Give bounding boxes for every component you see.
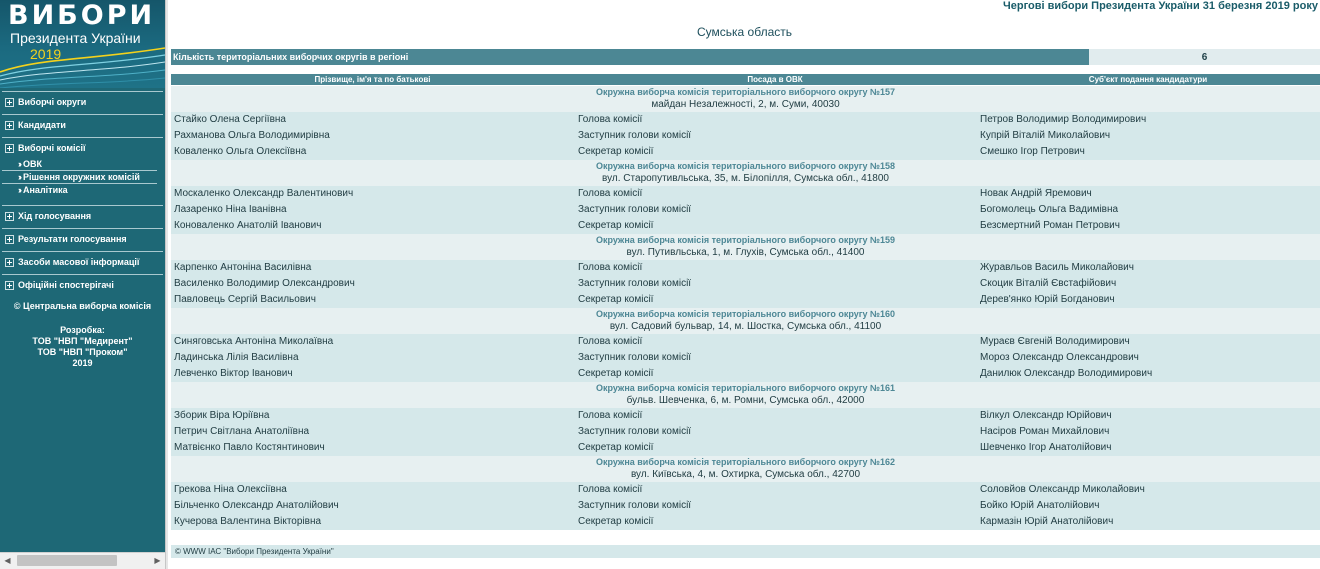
member-name: Зборик Віра Юріївна <box>174 410 270 421</box>
commission-address: вул. Київська, 4, м. Охтирка, Сумська обл., 42700 <box>630 469 861 480</box>
commission-group-header <box>171 382 1320 408</box>
plus-box-icon <box>5 235 14 244</box>
frame-divider[interactable] <box>165 0 168 569</box>
commission-group-header <box>171 160 1320 186</box>
member-name: Кучерова Валентина Вікторівна <box>174 516 322 527</box>
table-row <box>171 334 1320 350</box>
table-row <box>171 482 1320 498</box>
commission-title[interactable]: Окружна виборча комісія територіального виборчого округу №160 <box>595 309 896 319</box>
member-name: Павловець Сергій Васильович <box>174 294 316 305</box>
nav-item-commissions[interactable] <box>2 138 163 158</box>
member-nominator: Вілкул Олександр Юрійович <box>980 410 1112 421</box>
nav-item-label: Хід голосування <box>18 211 92 221</box>
member-nominator: Журавльов Василь Миколайович <box>980 262 1134 273</box>
page-header-title: Чергові вибори Президента України 31 березня 2019 року <box>1003 0 1318 12</box>
commission-group-header <box>171 234 1320 260</box>
table-row <box>171 202 1320 218</box>
nav-item-observers[interactable] <box>2 275 163 295</box>
scroll-left-arrow-icon[interactable]: ◀ <box>0 553 15 568</box>
nav-subitem-decisions[interactable] <box>2 170 157 183</box>
column-header-position: Посада в ОВК <box>747 75 803 84</box>
column-header-nominator: Суб'єкт подання кандидатури <box>1088 75 1208 84</box>
commission-address: вул. Садовий бульвар, 14, м. Шостка, Сумська обл., 41100 <box>609 321 882 332</box>
commission-address: бульв. Шевченка, 6, м. Ромни, Сумська обл., 42000 <box>626 395 865 406</box>
table-row <box>171 218 1320 234</box>
commission-title[interactable]: Окружна виборча комісія територіального виборчого округу №161 <box>595 383 896 393</box>
sidebar <box>0 0 165 569</box>
nav-section-results <box>2 228 163 249</box>
commission-address: майдан Незалежності, 2, м. Суми, 40030 <box>651 99 840 110</box>
developer-info <box>0 325 165 369</box>
table-row <box>171 292 1320 308</box>
member-name: Коваленко Ольга Олексіївна <box>174 146 307 157</box>
member-name: Грекова Ніна Олексіївна <box>174 484 287 495</box>
plus-box-icon <box>5 144 14 153</box>
logo-year: 2019 <box>30 46 62 62</box>
member-position: Голова комісії <box>578 410 643 421</box>
member-position: Секретар комісії <box>578 368 654 379</box>
plus-box-icon <box>5 98 14 107</box>
member-nominator: Бойко Юрій Анатолійович <box>980 500 1100 511</box>
member-position: Секретар комісії <box>578 294 654 305</box>
double-chevron-right-icon: ›› <box>18 172 20 182</box>
commission-group-header <box>171 308 1320 334</box>
member-nominator: Дерев'янко Юрій Богданович <box>980 294 1115 305</box>
plus-box-icon <box>5 258 14 267</box>
member-nominator: Данилюк Олександр Володимирович <box>980 368 1153 379</box>
footer-copyright: © WWW ІАС "Вибори Президента України" <box>171 545 1320 558</box>
table-row <box>171 144 1320 160</box>
nav-item-label: Засоби масової інформації <box>18 257 140 267</box>
member-nominator: Скоцик Віталій Євстафійович <box>980 278 1117 289</box>
commission-address: вул. Путивльська, 1, м. Глухів, Сумська обл., 41400 <box>626 247 865 258</box>
sidebar-horizontal-scrollbar[interactable] <box>0 552 165 569</box>
nav-item-media[interactable] <box>2 252 163 272</box>
nav-section-candidates <box>2 114 163 135</box>
nav-item-voting-progress[interactable] <box>2 206 163 226</box>
commission-title[interactable]: Окружна виборча комісія територіального виборчого округу №158 <box>595 161 896 171</box>
member-position: Заступник голови комісії <box>578 500 692 511</box>
table-row <box>171 366 1320 382</box>
member-nominator: Мураєв Євгеній Володимирович <box>980 336 1130 347</box>
member-position: Заступник голови комісії <box>578 352 692 363</box>
table-header <box>171 74 1320 85</box>
member-nominator: Кармазін Юрій Анатолійович <box>980 516 1114 527</box>
commission-group-header <box>171 86 1320 112</box>
member-nominator: Смешко Ігор Петрович <box>980 146 1085 157</box>
double-chevron-right-icon: ›› <box>18 159 20 169</box>
nav-subitem-analytics[interactable] <box>2 183 157 196</box>
logo-subtitle: Президента України <box>10 30 141 46</box>
commission-group-header <box>171 456 1320 482</box>
nav-item-label: Офіційні спостерігачі <box>18 280 114 290</box>
table-row <box>171 260 1320 276</box>
nav-section-commissions <box>2 137 163 196</box>
developer-label: Розробка: <box>60 325 105 335</box>
district-count-value: 6 <box>1089 49 1320 65</box>
member-position: Секретар комісії <box>578 516 654 527</box>
double-chevron-right-icon: ›› <box>18 185 20 195</box>
member-position: Секретар комісії <box>578 220 654 231</box>
member-position: Заступник голови комісії <box>578 204 692 215</box>
member-position: Секретар комісії <box>578 442 654 453</box>
member-nominator: Богомолець Ольга Вадимівна <box>980 204 1119 215</box>
member-position: Голова комісії <box>578 188 643 199</box>
table-row <box>171 350 1320 366</box>
column-header-name: Прізвище, ім'я та по батькові <box>314 75 431 84</box>
member-position: Голова комісії <box>578 484 643 495</box>
nav-item-label: Кандидати <box>18 120 66 130</box>
developer-year: 2019 <box>72 358 93 368</box>
nav-subitem-label: Рішення окружних комісій <box>23 172 140 182</box>
nav-subitem-label: ОВК <box>23 159 42 169</box>
member-nominator: Соловйов Олександр Миколайович <box>980 484 1145 495</box>
member-name: Москаленко Олександр Валентинович <box>174 188 354 199</box>
nav-section-observers <box>2 274 163 295</box>
member-position: Голова комісії <box>578 114 643 125</box>
member-name: Рахманова Ольга Володимирівна <box>174 130 330 141</box>
commission-title[interactable]: Окружна виборча комісія територіального виборчого округу №159 <box>595 235 896 245</box>
member-position: Заступник голови комісії <box>578 426 692 437</box>
member-name: Стайко Олена Сергіївна <box>174 114 286 125</box>
nav-item-candidates[interactable] <box>2 115 163 135</box>
commissions-table <box>171 86 1320 530</box>
member-nominator: Петров Володимир Володимирович <box>980 114 1147 125</box>
member-name: Більченко Олександр Анатолійович <box>174 500 339 511</box>
plus-box-icon <box>5 281 14 290</box>
member-position: Голова комісії <box>578 336 643 347</box>
region-title: Сумська область <box>697 25 792 39</box>
nav-section-voting-progress <box>2 205 163 226</box>
district-count-bar <box>171 49 1320 65</box>
member-name: Карпенко Антоніна Василівна <box>174 262 312 273</box>
elections-logo[interactable] <box>0 0 165 88</box>
member-name: Левченко Віктор Іванович <box>174 368 293 379</box>
member-name: Лазаренко Ніна Іванівна <box>174 204 287 215</box>
table-row <box>171 440 1320 456</box>
nav-item-districts[interactable] <box>2 92 163 112</box>
member-nominator: Мороз Олександр Олександрович <box>980 352 1139 363</box>
member-position: Заступник голови комісії <box>578 278 692 289</box>
member-name: Ладинська Лілія Василівна <box>174 352 299 363</box>
member-name: Василенко Володимир Олександрович <box>174 278 355 289</box>
nav-section-media <box>2 251 163 272</box>
commission-title[interactable]: Окружна виборча комісія територіального виборчого округу №157 <box>595 87 896 97</box>
nav-section-districts <box>2 91 163 112</box>
developer-name: ТОВ "НВП "Медирент" <box>32 336 133 346</box>
nav-item-results[interactable] <box>2 229 163 249</box>
member-position: Заступник голови комісії <box>578 130 692 141</box>
table-row <box>171 186 1320 202</box>
commission-address: вул. Старопутивльська, 35, м. Білопілля, Сумська обл., 41800 <box>602 173 889 184</box>
member-name: Матвієнко Павло Костянтинович <box>174 442 325 453</box>
member-nominator: Насіров Роман Михайлович <box>980 426 1110 437</box>
nav-subitem-ovk[interactable] <box>2 158 157 170</box>
member-position: Секретар комісії <box>578 146 654 157</box>
main-content <box>169 0 1320 569</box>
plus-box-icon <box>5 121 14 130</box>
member-nominator: Новак Андрій Яремович <box>980 188 1092 199</box>
table-row <box>171 408 1320 424</box>
member-name: Петрич Світлана Анатоліївна <box>174 426 310 437</box>
district-count-label: Кількість територіальних виборчих округів в регіоні <box>171 49 1089 65</box>
table-row <box>171 128 1320 144</box>
member-nominator: Безсмертний Роман Петрович <box>980 220 1120 231</box>
member-nominator: Шевченко Ігор Анатолійович <box>980 442 1112 453</box>
table-row <box>171 424 1320 440</box>
developer-name: ТОВ "НВП "Проком" <box>37 347 128 357</box>
nav-item-label: Виборчі округи <box>18 97 87 107</box>
cec-copyright-link[interactable]: © Центральна виборча комісія <box>13 301 152 311</box>
nav-item-label: Результати голосування <box>18 234 127 244</box>
nav-item-label: Виборчі комісії <box>18 143 86 153</box>
member-name: Синяговська Антоніна Миколаївна <box>174 336 334 347</box>
logo-title: ВИБОРИ <box>8 0 156 31</box>
table-row <box>171 276 1320 292</box>
scroll-right-arrow-icon[interactable]: ▶ <box>150 553 165 568</box>
table-row <box>171 514 1320 530</box>
member-name: Коноваленко Анатолій Іванович <box>174 220 322 231</box>
table-row <box>171 112 1320 128</box>
nav-subitem-label: Аналітика <box>23 185 68 195</box>
plus-box-icon <box>5 212 14 221</box>
member-position: Голова комісії <box>578 262 643 273</box>
scrollbar-thumb[interactable] <box>17 555 117 566</box>
commission-title[interactable]: Окружна виборча комісія територіального виборчого округу №162 <box>595 457 896 467</box>
member-nominator: Купрій Віталій Миколайович <box>980 130 1111 141</box>
table-row <box>171 498 1320 514</box>
sidebar-nav <box>0 91 165 369</box>
